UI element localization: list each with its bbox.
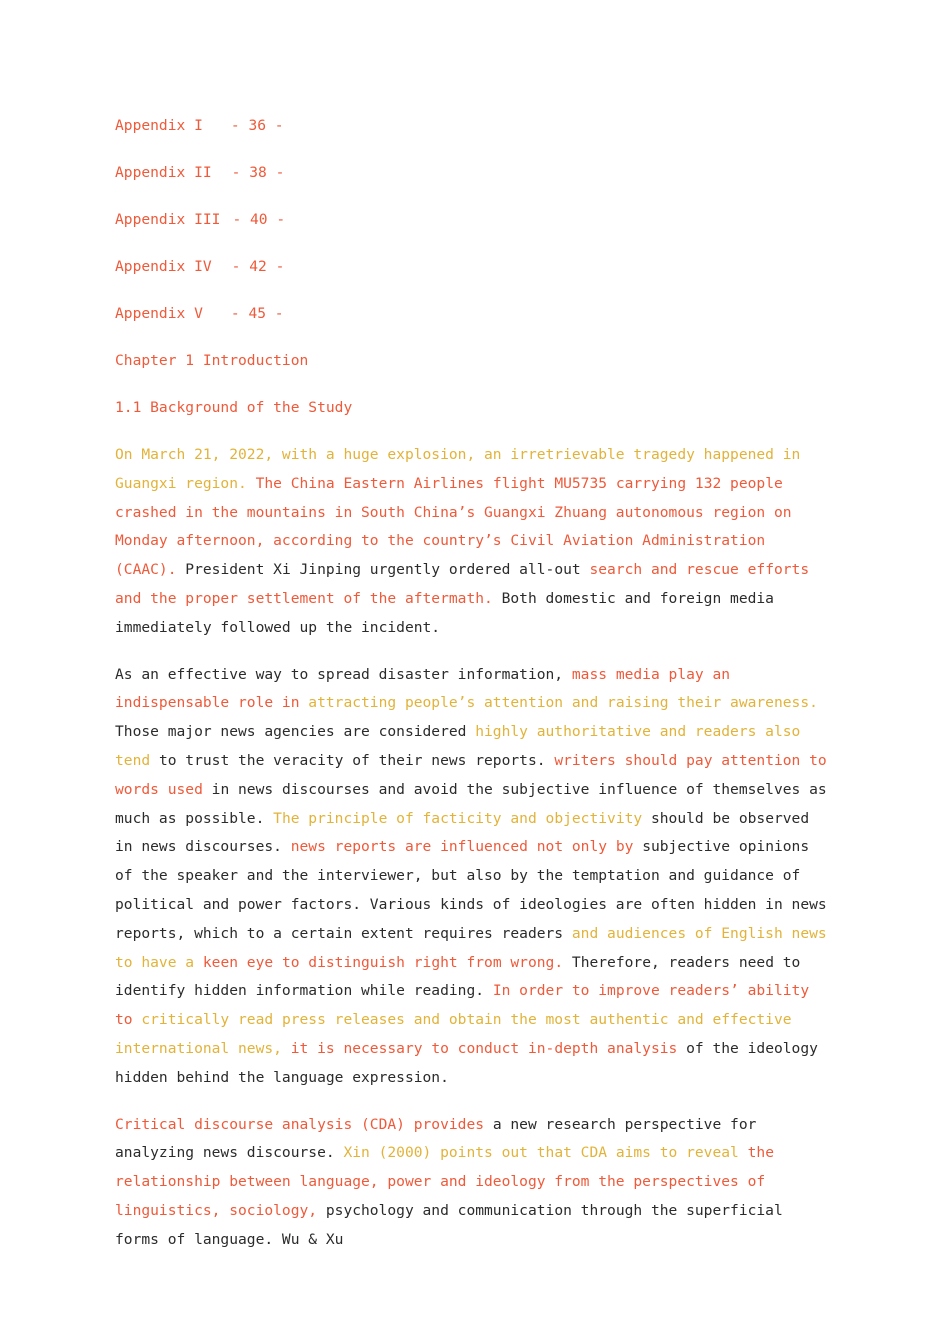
toc-entry-appendix-4[interactable] <box>115 253 830 300</box>
toc-label: Appendix III <box>115 211 221 228</box>
body-paragraph-1 <box>115 441 830 643</box>
text-run: psychology and communication through the superficial forms of language. Wu & Xu <box>115 1201 783 1248</box>
text-run: Those major news agencies are considered <box>115 723 476 741</box>
text-run: Both domestic and foreign media immediately followed up the incident. <box>115 589 774 636</box>
text-run: subjective opinions of the speaker and the interviewer, but also by the temptation and guidance of political and power factors. Various kinds of ideologies are often hidden in news reports, which to a certain extent requires readers <box>115 838 827 942</box>
text-run: Critical discourse analysis (CDA) provides <box>115 1115 493 1133</box>
document-page <box>115 112 830 1273</box>
text-run: in news discourses and avoid the subjective influence of themselves as much as possible. <box>115 780 827 827</box>
body-paragraph-3 <box>115 1111 830 1255</box>
toc-page-number: - 36 - <box>230 117 284 134</box>
toc-label: Appendix IV <box>115 258 212 275</box>
text-run: The China Eastern Airlines flight MU5735 carrying 132 people crashed in the mountains in South China’s Guangxi Zhuang autonomous region on Monday afternoon, according to the country’s Civil Aviation Administration (CAAC). <box>115 474 792 579</box>
toc-page-number: - 40 - <box>232 211 286 228</box>
toc-label: Appendix I <box>115 117 203 134</box>
toc-page-number: - 38 - <box>231 164 285 181</box>
text-run: In order to improve readers’ ability to <box>115 982 810 1029</box>
toc-label: Appendix V <box>115 305 203 322</box>
text-run: news reports are influenced not only by <box>290 838 643 856</box>
text-run: to trust the veracity of their news reports. <box>158 751 555 769</box>
text-run: search and rescue efforts and the proper settlement of the aftermath. <box>115 561 810 607</box>
text-run: writers should pay attention to words used <box>115 751 827 798</box>
text-run: Xin (2000) points out that CDA aims to reveal <box>343 1144 748 1162</box>
text-run: a new research perspective for analyzing news discourse. <box>115 1115 757 1162</box>
text-run: As an effective way to spread disaster information, <box>115 665 572 683</box>
text-run: critically read press releases and obtain the most authentic and effective international news, <box>115 1011 792 1057</box>
text-run: On March 21, 2022, with a huge explosion, an irretrievable tragedy happened in Guangxi region. <box>115 446 801 492</box>
toc-entry-appendix-3[interactable] <box>115 206 830 253</box>
text-run: should be observed in news discourses. <box>115 809 810 856</box>
toc-page-number: - 42 - <box>231 258 285 275</box>
text-run: mass media play an indispensable role in <box>115 665 731 712</box>
text-run: of the ideology hidden behind the language expression. <box>115 1039 818 1086</box>
toc-entry-appendix-1[interactable] <box>115 112 830 159</box>
text-run: the relationship between language, power and ideology from the perspectives of linguistics, sociology, <box>115 1144 774 1219</box>
text-run: Therefore, readers need to identify hidden information while reading. <box>115 953 801 1000</box>
text-run: President Xi Jinping urgently ordered all-out <box>185 561 590 579</box>
toc-page-number: - 45 - <box>230 305 284 322</box>
chapter-heading: Chapter 1 Introduction <box>115 352 309 369</box>
text-run: attracting people’s attention and raising their awareness. <box>308 694 818 712</box>
text-run: The principle of facticity and objectivity <box>273 809 651 827</box>
body-paragraph-2 <box>115 661 830 1093</box>
toc-entry-appendix-2[interactable] <box>115 159 830 206</box>
toc-entry-appendix-5[interactable] <box>115 300 830 347</box>
text-run: it is necessary to conduct in-depth analysis <box>290 1039 687 1057</box>
toc-label: Appendix II <box>115 164 212 181</box>
text-run: highly authoritative and readers also tend <box>115 723 801 769</box>
text-run: and audiences of English news to have a <box>115 924 827 971</box>
text-run: keen eye to distinguish right from wrong. <box>202 953 572 971</box>
section-heading: 1.1 Background of the Study <box>115 399 353 416</box>
